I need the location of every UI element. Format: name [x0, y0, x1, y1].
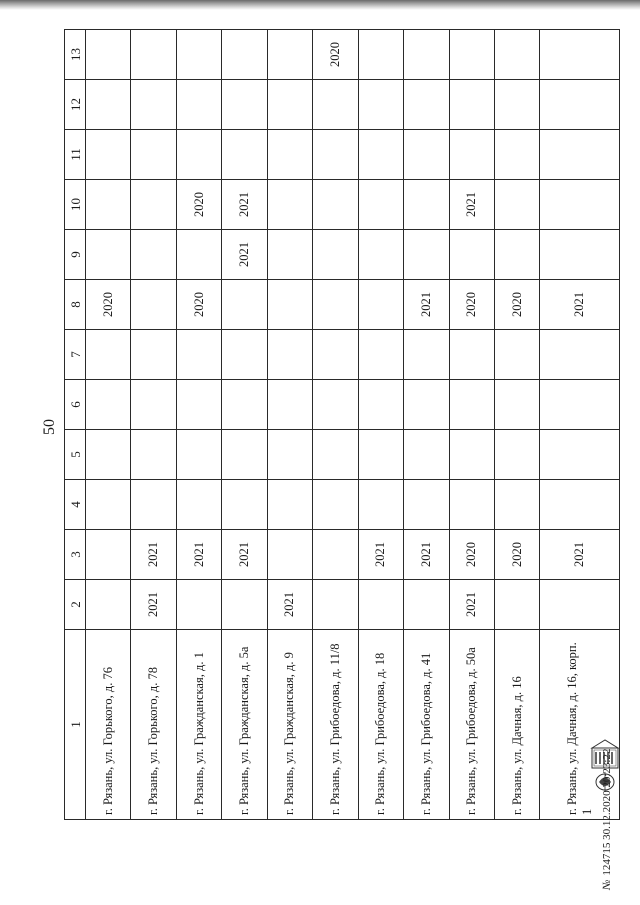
year-cell	[267, 280, 312, 330]
year-cell	[494, 80, 539, 130]
year-cell	[176, 580, 221, 630]
address-cell: г. Рязань, ул. Дачная, д. 16	[494, 630, 539, 820]
year-cell	[131, 130, 176, 180]
year-cell	[404, 180, 449, 230]
year-cell	[358, 130, 403, 180]
year-cell: 2021	[358, 530, 403, 580]
year-cell: 2020	[494, 530, 539, 580]
table-row	[267, 30, 312, 820]
year-cell	[86, 330, 131, 380]
document-id	[600, 690, 614, 890]
year-cell	[404, 80, 449, 130]
year-cell	[222, 80, 267, 130]
table-row	[358, 30, 403, 820]
page-number: 50	[41, 419, 58, 435]
year-cell	[404, 380, 449, 430]
year-cell	[313, 380, 358, 430]
year-cell: 2021	[540, 280, 620, 330]
year-cell	[86, 480, 131, 530]
year-cell	[404, 480, 449, 530]
column-header-9: 9	[65, 230, 86, 280]
year-cell	[358, 80, 403, 130]
address-cell: г. Рязань, ул. Горького, д. 78	[131, 630, 176, 820]
year-cell	[131, 380, 176, 430]
year-cell: 2021	[131, 530, 176, 580]
year-cell	[449, 230, 494, 280]
year-cell	[404, 230, 449, 280]
year-cell	[313, 330, 358, 380]
year-cell	[267, 430, 312, 480]
year-cell	[267, 30, 312, 80]
year-cell	[86, 580, 131, 630]
year-cell	[540, 580, 620, 630]
year-cell	[358, 480, 403, 530]
year-cell	[176, 80, 221, 130]
column-header-4: 4	[65, 480, 86, 530]
year-cell	[540, 380, 620, 430]
year-cell	[358, 30, 403, 80]
year-cell	[449, 80, 494, 130]
year-cell	[86, 430, 131, 480]
year-cell	[358, 280, 403, 330]
year-cell: 2020	[494, 280, 539, 330]
schedule-table-container	[64, 30, 620, 820]
year-cell: 2021	[131, 580, 176, 630]
year-cell	[494, 380, 539, 430]
year-cell	[222, 580, 267, 630]
year-cell	[131, 430, 176, 480]
year-cell	[86, 130, 131, 180]
year-cell	[494, 30, 539, 80]
year-cell	[494, 130, 539, 180]
column-header-10: 10	[65, 180, 86, 230]
year-cell	[313, 430, 358, 480]
address-cell: г. Рязань, ул. Гражданская, д. 1	[176, 630, 221, 820]
year-cell	[86, 230, 131, 280]
column-header-8: 8	[65, 280, 86, 330]
address-cell: г. Рязань, ул. Грибоедова, д. 18	[358, 630, 403, 820]
year-cell	[267, 80, 312, 130]
column-header-7: 7	[65, 330, 86, 380]
year-cell	[313, 230, 358, 280]
year-cell	[222, 380, 267, 430]
year-cell	[313, 130, 358, 180]
year-cell: 2021	[404, 530, 449, 580]
scan-top-edge	[0, 0, 640, 10]
address-cell: г. Рязань, ул. Дачная, д. 16, корп. 1	[540, 630, 620, 820]
year-cell	[358, 430, 403, 480]
year-cell	[540, 430, 620, 480]
year-cell	[86, 180, 131, 230]
year-cell	[267, 530, 312, 580]
year-cell	[176, 330, 221, 380]
column-header-6: 6	[65, 380, 86, 430]
year-cell: 2021	[449, 180, 494, 230]
year-cell	[222, 430, 267, 480]
address-cell: г. Рязань, ул. Грибоедова, д. 11/8	[313, 630, 358, 820]
year-cell	[222, 330, 267, 380]
year-cell	[222, 30, 267, 80]
year-cell	[449, 30, 494, 80]
column-header-1: 1	[65, 630, 86, 820]
year-cell	[131, 330, 176, 380]
year-cell	[540, 180, 620, 230]
table-row	[449, 30, 494, 820]
year-cell	[313, 580, 358, 630]
year-cell	[449, 480, 494, 530]
year-cell	[222, 280, 267, 330]
address-cell: г. Рязань, ул. Горького, д. 76	[86, 630, 131, 820]
year-cell	[222, 130, 267, 180]
column-header-3: 3	[65, 530, 86, 580]
column-header-11: 11	[65, 130, 86, 180]
address-cell: г. Рязань, ул. Грибоедова, д. 41	[404, 630, 449, 820]
year-cell: 2021	[222, 180, 267, 230]
year-cell	[313, 80, 358, 130]
year-cell	[540, 130, 620, 180]
year-cell	[449, 330, 494, 380]
address-cell: г. Рязань, ул. Гражданская, д. 5а	[222, 630, 267, 820]
year-cell	[176, 480, 221, 530]
year-cell	[267, 130, 312, 180]
schedule-table	[64, 29, 620, 820]
year-cell	[404, 580, 449, 630]
year-cell	[494, 480, 539, 530]
year-cell	[222, 480, 267, 530]
year-cell	[449, 430, 494, 480]
year-cell	[358, 330, 403, 380]
year-cell	[86, 30, 131, 80]
year-cell	[86, 380, 131, 430]
year-cell	[494, 330, 539, 380]
column-header-2: 2	[65, 580, 86, 630]
year-cell: 2021	[222, 530, 267, 580]
year-cell	[404, 430, 449, 480]
signature-mark: №	[601, 879, 613, 890]
schedule-table-rotated	[64, 30, 620, 820]
year-cell: 2020	[176, 180, 221, 230]
year-cell	[131, 30, 176, 80]
column-header-13: 13	[65, 30, 86, 80]
year-cell	[540, 80, 620, 130]
year-cell	[131, 280, 176, 330]
year-cell	[267, 480, 312, 530]
year-cell: 2021	[176, 530, 221, 580]
table-header-row	[65, 30, 86, 820]
year-cell	[358, 230, 403, 280]
column-header-12: 12	[65, 80, 86, 130]
year-cell	[176, 130, 221, 180]
year-cell	[404, 30, 449, 80]
table-row	[494, 30, 539, 820]
address-cell: г. Рязань, ул. Грибоедова, д. 50а	[449, 630, 494, 820]
year-cell	[131, 230, 176, 280]
year-cell	[176, 430, 221, 480]
year-cell	[540, 330, 620, 380]
year-cell	[449, 130, 494, 180]
table-row	[131, 30, 176, 820]
year-cell	[86, 530, 131, 580]
year-cell: 2020	[449, 280, 494, 330]
table-row	[176, 30, 221, 820]
year-cell	[494, 430, 539, 480]
year-cell: 2021	[222, 230, 267, 280]
year-cell	[494, 580, 539, 630]
year-cell	[404, 130, 449, 180]
year-cell	[267, 380, 312, 430]
year-cell: 2021	[267, 580, 312, 630]
column-header-5: 5	[65, 430, 86, 480]
year-cell: 2020	[86, 280, 131, 330]
year-cell	[267, 230, 312, 280]
schedule-table-body	[65, 30, 620, 820]
year-cell	[358, 380, 403, 430]
year-cell	[540, 30, 620, 80]
year-cell	[449, 380, 494, 430]
year-cell	[267, 180, 312, 230]
year-cell	[267, 330, 312, 380]
year-cell	[494, 230, 539, 280]
year-cell: 2020	[449, 530, 494, 580]
year-cell	[404, 330, 449, 380]
table-row	[404, 30, 449, 820]
table-row	[313, 30, 358, 820]
year-cell	[131, 80, 176, 130]
year-cell	[131, 480, 176, 530]
year-cell	[358, 180, 403, 230]
table-row	[86, 30, 131, 820]
year-cell	[494, 180, 539, 230]
year-cell	[313, 180, 358, 230]
year-cell	[313, 530, 358, 580]
year-cell: 2020	[176, 280, 221, 330]
year-cell	[540, 480, 620, 530]
year-cell	[313, 480, 358, 530]
address-cell: г. Рязань, ул. Гражданская, д. 9	[267, 630, 312, 820]
year-cell	[176, 230, 221, 280]
table-row	[222, 30, 267, 820]
year-cell	[176, 30, 221, 80]
document-id-text: 124715 30.12.2020 20:23:22	[601, 748, 613, 876]
year-cell: 2021	[404, 280, 449, 330]
year-cell: 2020	[313, 30, 358, 80]
year-cell	[86, 80, 131, 130]
year-cell	[131, 180, 176, 230]
year-cell	[313, 280, 358, 330]
year-cell: 2021	[449, 580, 494, 630]
year-cell	[176, 380, 221, 430]
year-cell	[540, 230, 620, 280]
year-cell: 2021	[540, 530, 620, 580]
year-cell	[358, 580, 403, 630]
